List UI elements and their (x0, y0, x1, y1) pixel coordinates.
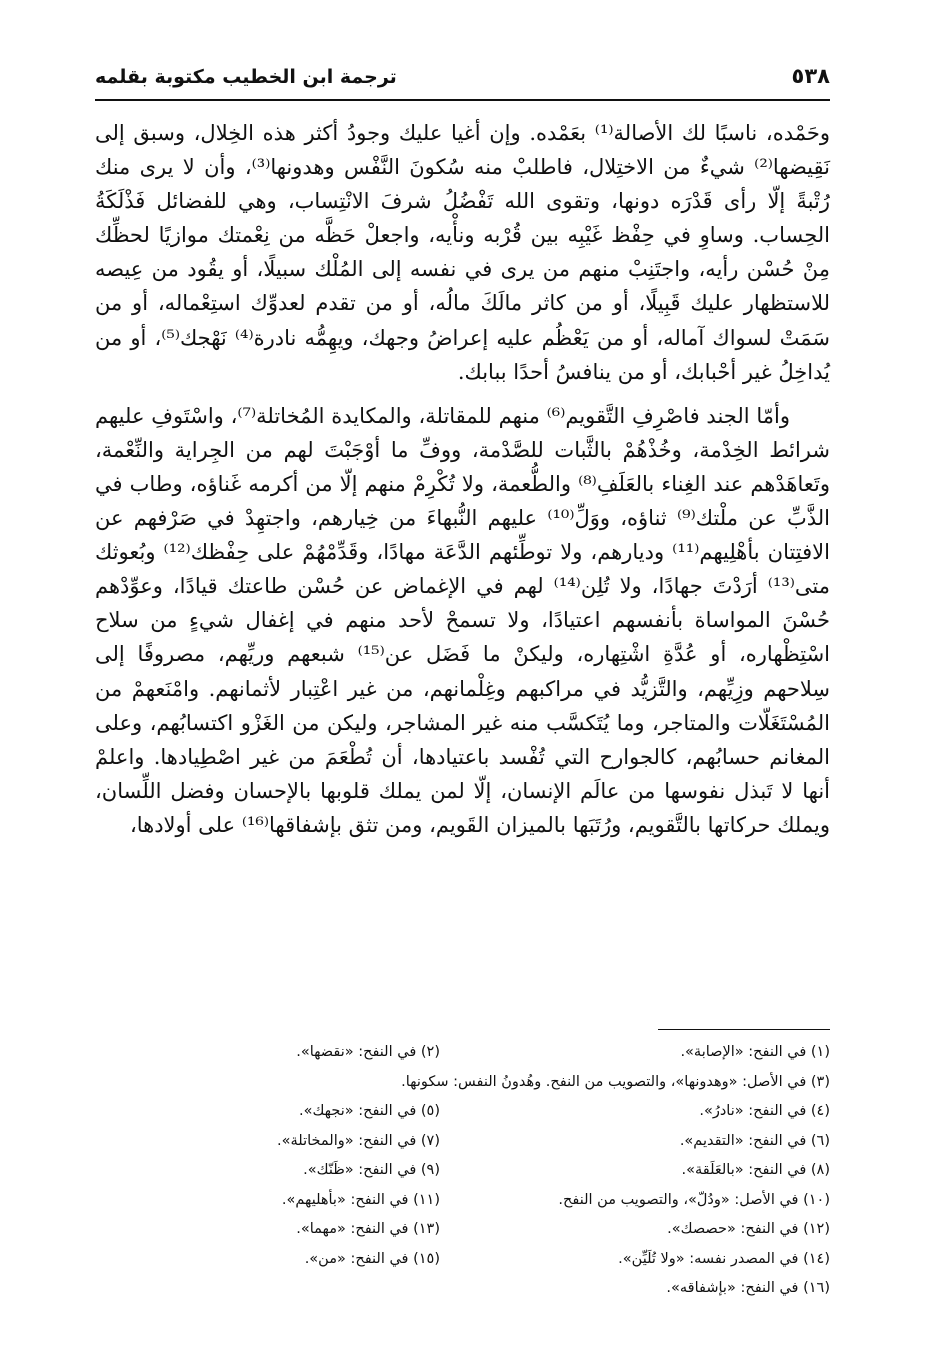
footnote: (٩) في النفح: «ظَنّك». (303, 1162, 440, 1178)
footnote-row (95, 1070, 830, 1100)
footnote: (٧) في النفح: «والمخاتلة». (277, 1132, 440, 1149)
footnote: (٤) في النفح: «نادرُ». (699, 1103, 830, 1119)
footnote-row (95, 1158, 830, 1188)
footnote: (١٢) في النفح: «حصصك». (667, 1221, 830, 1237)
main-text (95, 116, 830, 842)
footnote-row (95, 1099, 830, 1129)
paragraph: وأمّا الجند فاصْرِفِ التَّقويم⁽⁶⁾ منهم للمقاتلة، والمكايدة المُخاتلة⁽⁷⁾، واسْتَوفِ عليهم شرائط الخِدْمة، وخُذْهُمْ بالثَّبات للصَّدْمة، ووفِّ ما أوْجَبْتَ لهم من الجِراية والنِّعْمة، وتَعاهَدْهم عند الغِناء بالعَلَفِ⁽⁸⁾ والطُّعمة، ولا تُكْرِمْ منهم إلّا من أكرمه غَناؤه، وطاب في الذَّبِّ عن ملْتك⁽⁹⁾ ثناؤه، ووَلِّ⁽¹⁰⁾ عليهم النُّبهاءَ من خِيارهم، واجتهِدْ في صَرْفهم عن الافتِتان بأهْلِيهم⁽¹¹⁾ وديارهم، ولا توطِّئهم الدَّعَة مهادًا، وقَدِّمْهُمْ على حِفْظك⁽¹²⁾ وبُعوثك متى⁽¹³⁾ أرَدْتَ جهادًا، ولا تُلِن⁽¹⁴⁾ لهم في الإغماض عن حُسْن طاعتك قيادًا، وعوِّدْهم حُسْنَ المواساة بأنفسهم اعتيادًا، ولا تسمحْ لأحد منهم في إغفال شيءٍ من سلاح اسْتِظْهاره، أو عُدَّةِ اشْتِهاره، وليكنْ ما فَضَل عن⁽¹⁵⁾ شبعهم وريِّهم، مصروفًا إلى سِلاحهم وزِيِّهم، والتَّزيُّد في مراكبهم وغِلْمانهم، من غير اعْتِبار لأثمانهم. وامْنَعهمْ من المُسْتَغَلّات والمتاجر، وما يُتَكسَّب منه غير المشاجر، وليكن من الغَزْو اكتسابُهم، وعلى المغانم حسابُهم، كالجوارح التي تُفْسد باعتيادها، أن تُطْعَمَ من غير اصْطِيادها. واعلمْ أنها لا تَبذل نفوسها من عالَم الإنسان، إلّا لمن يملك قلوبها بالإحسان وفضل اللِّسان، ويملك حركاتها بالتَّقويم، ورُتَبَها بالميزان القَويم، ومن تثق بإشفاقها⁽¹⁶⁾ على أولادها، (95, 403, 831, 837)
footnote: (١٤) في المصدر نفسه: «ولا تُلَيِّن». (618, 1250, 830, 1267)
footnotes (95, 1040, 830, 1306)
running-title: ترجمة ابن الخطيب مكتوبة بقلمه (95, 66, 397, 88)
footnote: (٨) في النفح: «بالعَلَقة». (681, 1162, 830, 1178)
footnote: (٦) في النفح: «التقديم». (679, 1132, 830, 1149)
footnote-divider (658, 1029, 830, 1030)
footnote: (١٣) في النفح: «مهما». (296, 1221, 440, 1237)
footnote-row (95, 1247, 830, 1277)
running-header (95, 62, 830, 96)
footnote-row (95, 1129, 830, 1159)
footnote-row (95, 1276, 830, 1306)
footnote-row (95, 1217, 830, 1247)
paragraph-gap (95, 389, 830, 399)
footnote: (١١) في النفح: «بأهليهم». (281, 1191, 440, 1208)
paragraph: وحَمْده، ناسبًا لك الأصالة⁽¹⁾ بعَمْده. وإن أغيا عليك وجودُ أكثر هذه الخِلال، وسبق إلى نَقِيضها⁽²⁾ شيءٌ من الاختِلال، فاطلبْ منه سُكونَ النَّفْس وهدونها⁽³⁾، وأن لا يرى منك رُتْبةً إلّا رأى قَدْرَه دونها، وتقوى الله تَفْضُلُ شرفَ الانْتِساب، وهي للفضائل فَذْلَكَةُ الحِساب. وساوِ في حِفْظ غَيْبِه بين قُرْبه ونأْيه، واجعلْ حَظَّه من نِعْمتك موازيًا لحظِّك مِنْ حُسْن رأيه، واجتَنِبْ منهم من يرى في نفسه إلى المُلْك سبيلًا، أو يقُود من عِيصه للاستظهار عليك قَبِيلًا، أو من كاثر مالَكَ مالُه، أو من تقدم لعدوِّك استِعْماله، أو من سَمَتْ لسواك آماله، أو من يَعْظُم عليه إعراضُ وجهك، ويهِمُّه نادرة⁽⁴⁾ نَهْجك⁽⁵⁾، أو من يُداخِلُ غير أحْبابك، أو من ينافسُ أحدًا ببابك. (95, 121, 830, 384)
footnote: (١٦) في النفح: «بإشفاقه». (666, 1280, 830, 1296)
footnote-row (95, 1040, 830, 1070)
footnote: (٥) في النفح: «نجهك». (298, 1103, 440, 1119)
header-divider (95, 99, 830, 101)
footnote: (١) في النفح: «الإصابة». (680, 1044, 830, 1060)
footnote: (١٥) في النفح: «من». (304, 1250, 440, 1267)
footnote: (٢) في النفح: «نقضها». (296, 1044, 440, 1060)
footnote: (١٠) في الأصل: «ودُلّ»، والتصويب من النفح. (558, 1191, 830, 1208)
footnote-row (95, 1188, 830, 1218)
page-number: ٥٣٨ (791, 64, 830, 88)
footnote: (٣) في الأصل: «وهدونها»، والتصويب من النفح. وهُدونُ النفس: سكونها. (401, 1073, 830, 1090)
